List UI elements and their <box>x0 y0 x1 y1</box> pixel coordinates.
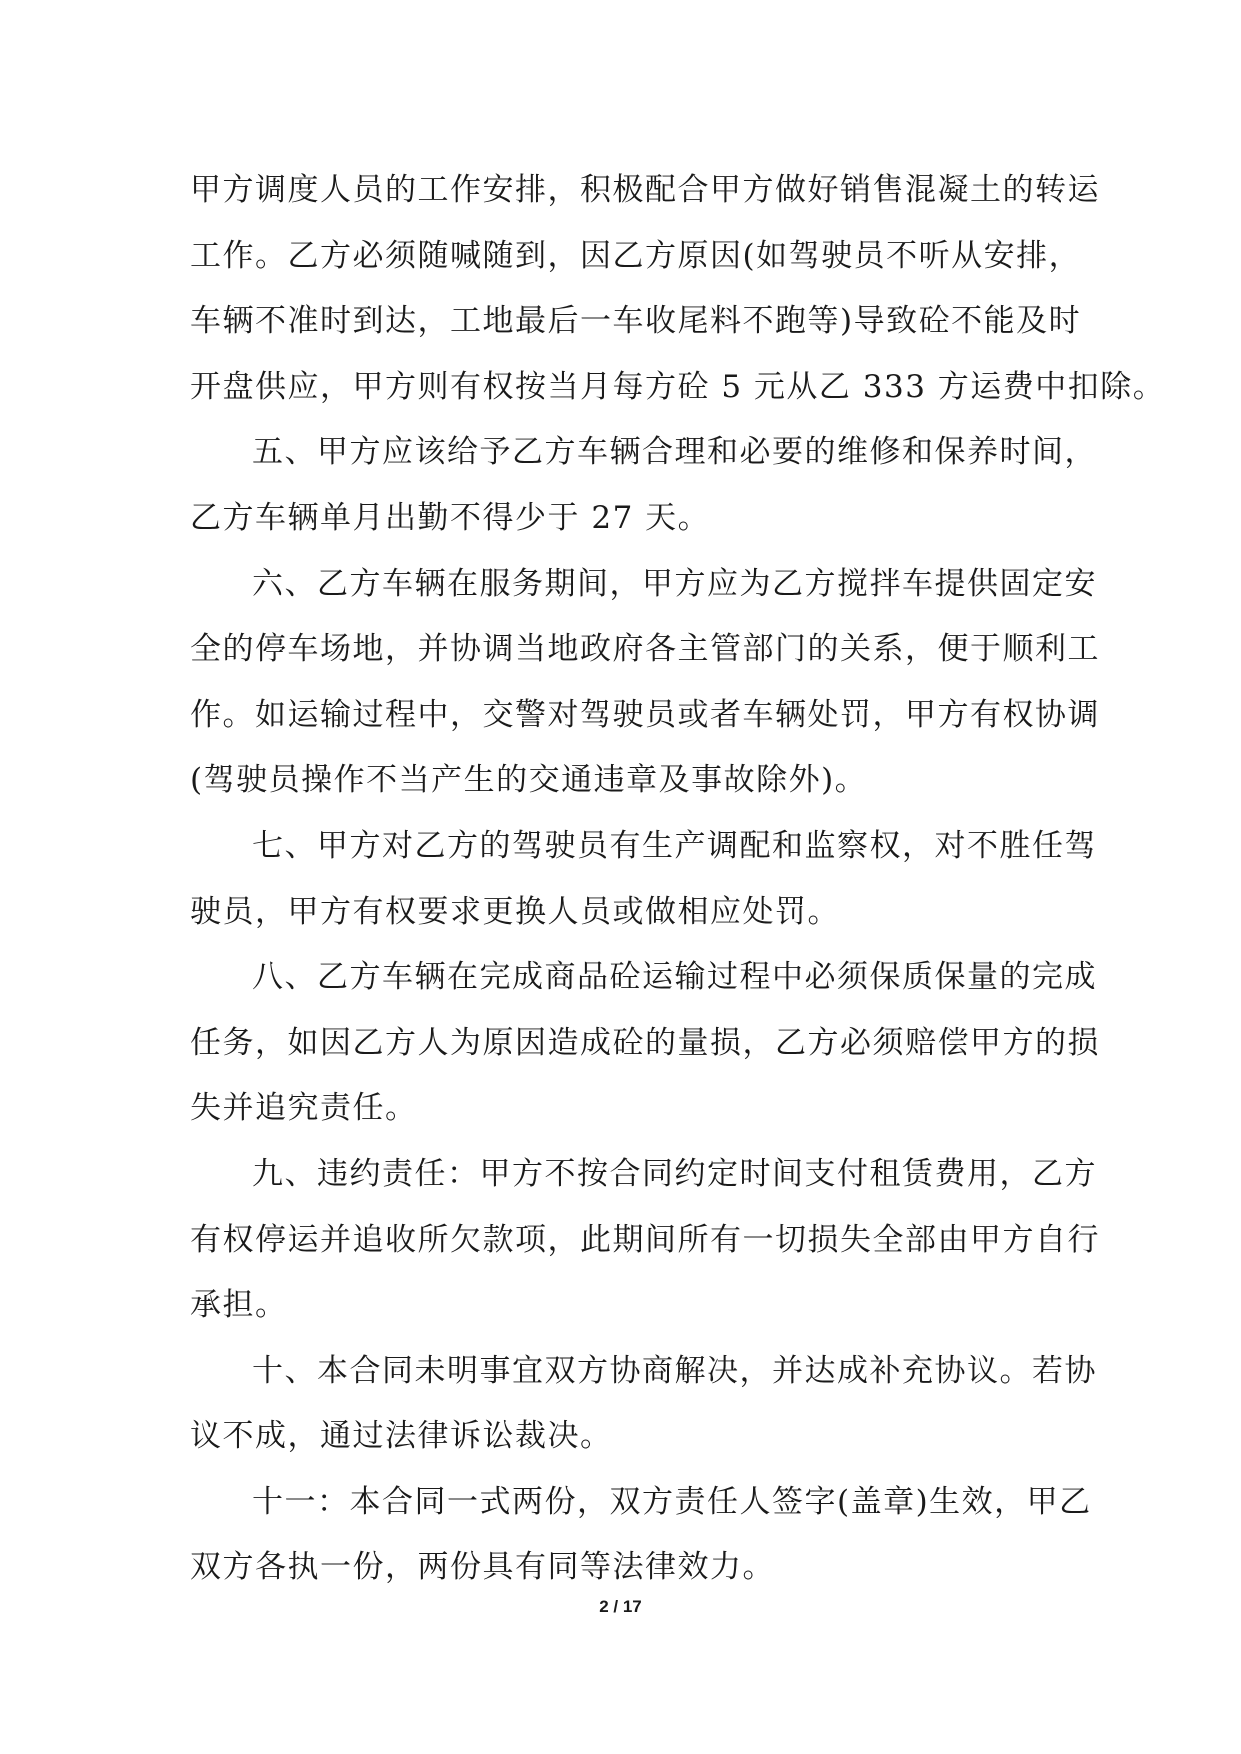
clause-9-start: 九、违约责任：甲方不按合同约定时间支付租赁费用，乙方 <box>252 1155 1097 1192</box>
clause-10-start: 十、本合同未明事宜双方协商解决，并达成补充协议。若协 <box>252 1352 1097 1389</box>
clause-7-start: 七、甲方对乙方的驾驶员有生产调配和监察权，对不胜任驾 <box>252 827 1097 864</box>
clause-11-start: 十一：本合同一式两份，双方责任人签字(盖章)生效，甲乙 <box>252 1483 1092 1520</box>
text-line: 工作。乙方必须随喊随到，因乙方原因(如驾驶员不听从安排， <box>190 237 1082 274</box>
text-line: 作。如运输过程中，交警对驾驶员或者车辆处罚，甲方有权协调 <box>190 696 1100 733</box>
text-line: 失并追究责任。 <box>190 1090 418 1127</box>
page-number: 2 / 17 <box>599 1597 642 1616</box>
contract-body <box>190 158 1166 1601</box>
text-line: 驶员，甲方有权要求更换人员或做相应处罚。 <box>190 893 840 930</box>
text-line: 议不成，通过法律诉讼裁决。 <box>190 1418 613 1455</box>
text-line: (驾驶员操作不当产生的交通违章及事故除外)。 <box>190 762 868 799</box>
text-line: 有权停运并追收所欠款项，此期间所有一切损失全部由甲方自行 <box>190 1221 1100 1258</box>
text-line: 开盘供应，甲方则有权按当月每方砼 5 元从乙 333 方运费中扣除。 <box>190 368 1166 405</box>
text-line: 乙方车辆单月出勤不得少于 27 天。 <box>190 499 711 536</box>
clause-8-start: 八、乙方车辆在完成商品砼运输过程中必须保质保量的完成 <box>252 959 1097 996</box>
text-line: 甲方调度人员的工作安排，积极配合甲方做好销售混凝土的转运 <box>190 172 1100 208</box>
text-line: 任务，如因乙方人为原因造成砼的量损，乙方必须赔偿甲方的损 <box>190 1024 1100 1061</box>
clause-6-start: 六、乙方车辆在服务期间，甲方应为乙方搅拌车提供固定安 <box>252 565 1097 602</box>
text-line: 双方各执一份，两份具有同等法律效力。 <box>190 1549 775 1586</box>
clause-5-start: 五、甲方应该给予乙方车辆合理和必要的维修和保养时间， <box>252 434 1097 471</box>
text-line: 承担。 <box>190 1287 288 1324</box>
text-line: 车辆不准时到达，工地最后一车收尾料不跑等)导致砼不能及时 <box>190 303 1082 340</box>
text-line: 全的停车场地，并协调当地政府各主管部门的关系，便于顺利工 <box>190 631 1100 668</box>
